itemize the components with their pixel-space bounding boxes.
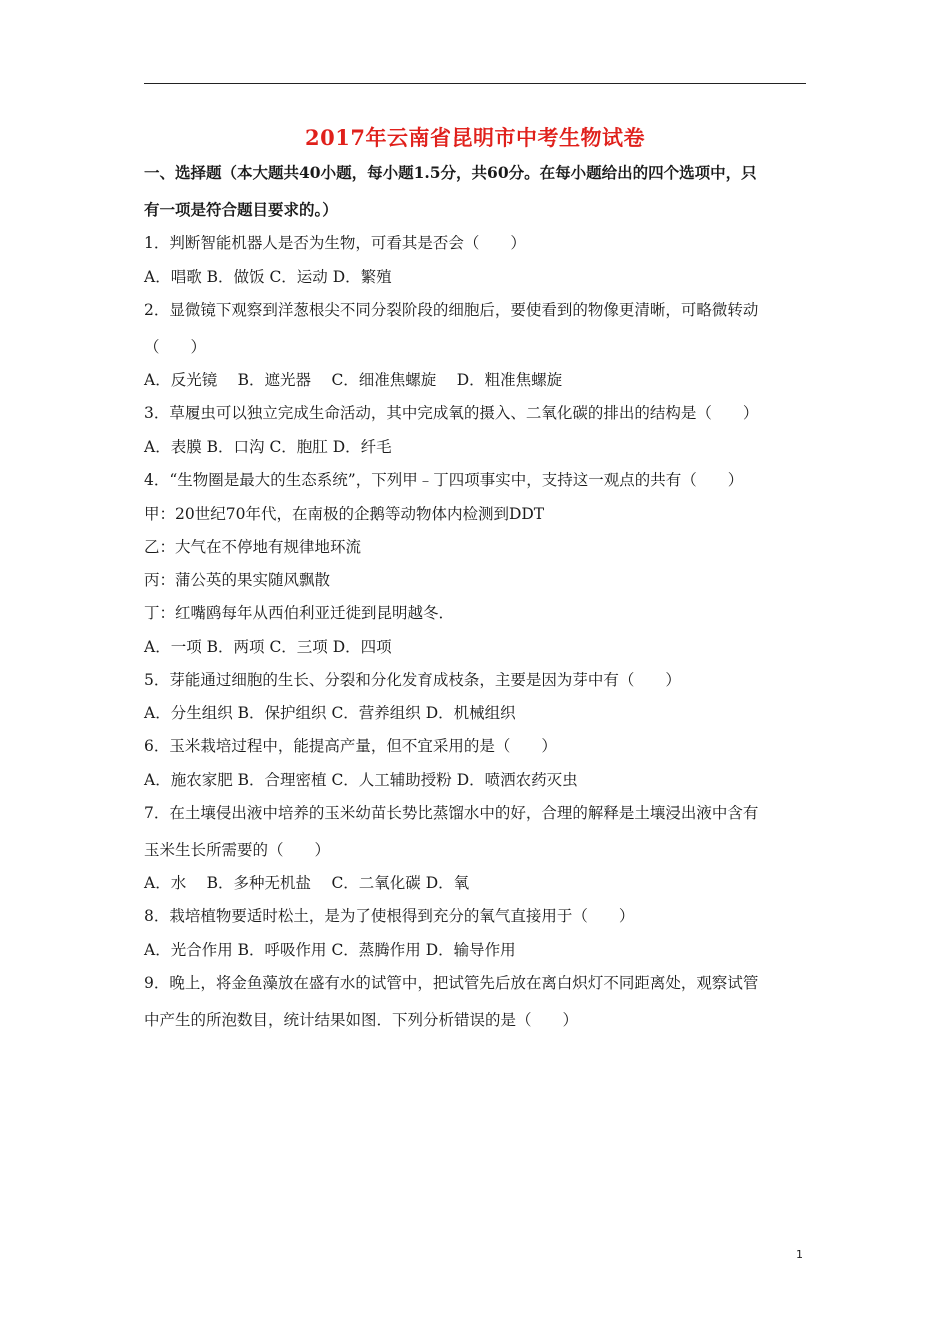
question-9: 9．晚上，将金鱼藻放在盛有水的试管中，把试管先后放在离白炽灯不同距离处，观察试管 — [144, 974, 759, 992]
question-7-continued: 玉米生长所需要的（ ） — [144, 841, 331, 859]
question-8: 8．栽培植物要适时松土，是为了使根得到充分的氧气直接用于（ ） — [144, 907, 635, 925]
question-4-fact-ding: 丁：红嘴鸥每年从西伯利亚迁徙到昆明越冬． — [144, 604, 455, 622]
question-9-continued: 中产生的所泡数目，统计结果如图．下列分析错误的是（ ） — [144, 1011, 579, 1029]
question-7-options: A．水 B．多种无机盐 C．二氧化碳 D．氧 — [144, 874, 470, 892]
question-2-options: A．反光镜 B．遮光器 C．细准焦螺旋 D．粗准焦螺旋 — [144, 371, 563, 389]
question-1: 1．判断智能机器人是否为生物，可看其是否会（ ） — [144, 234, 526, 252]
question-4-fact-jia: 甲：20世纪70年代，在南极的企鹅等动物体内检测到DDT — [144, 505, 545, 523]
question-4-fact-bing: 丙：蒲公英的果实随风飘散 — [144, 571, 331, 589]
question-2: 2．显微镜下观察到洋葱根尖不同分裂阶段的细胞后，要使看到的物像更清晰，可略微转动 — [144, 301, 759, 319]
question-4-fact-yi: 乙：大气在不停地有规律地环流 — [144, 538, 362, 556]
question-3-options: A．表膜 B．口沟 C．胞肛 D．纤毛 — [144, 438, 392, 456]
question-3: 3．草履虫可以独立完成生命活动，其中完成氧的摄入、二氧化碳的排出的结构是（ ） — [144, 404, 759, 422]
section-heading-line-2: 有一项是符合题目要求的。） — [144, 200, 338, 219]
page-title: 2017年云南省昆明市中考生物试卷 — [305, 125, 645, 150]
question-8-options: A．光合作用 B．呼吸作用 C．蒸腾作用 D．输导作用 — [144, 941, 516, 959]
question-6: 6．玉米栽培过程中，能提高产量，但不宜采用的是（ ） — [144, 737, 557, 755]
question-5-options: A．分生组织 B．保护组织 C．营养组织 D．机械组织 — [144, 704, 516, 722]
question-2-continued: （ ） — [144, 338, 207, 356]
question-5: 5．芽能通过细胞的生长、分裂和分化发育成枝条，主要是因为芽中有（ ） — [144, 671, 681, 689]
page-number: 1 — [796, 1248, 803, 1261]
question-4: 4．“生物圈是最大的生态系统”，下列甲﹣丁四项事实中，支持这一观点的共有（ ） — [144, 471, 744, 489]
question-1-options: A．唱歌 B．做饭 C．运动 D．繁殖 — [144, 268, 392, 286]
question-4-options: A．一项 B．两项 C．三项 D．四项 — [144, 638, 392, 656]
section-heading-line-1: 一、选择题（本大题共40小题，每小题1.5分，共60分。在每小题给出的四个选项中，只 — [144, 163, 757, 182]
question-7: 7．在土壤侵出液中培养的玉米幼苗长势比蒸馏水中的好，合理的解释是土壤浸出液中含有 — [144, 804, 759, 822]
question-6-options: A．施农家肥 B．合理密植 C．人工辅助授粉 D．喷洒农药灭虫 — [144, 771, 578, 789]
header-rule — [144, 83, 806, 84]
